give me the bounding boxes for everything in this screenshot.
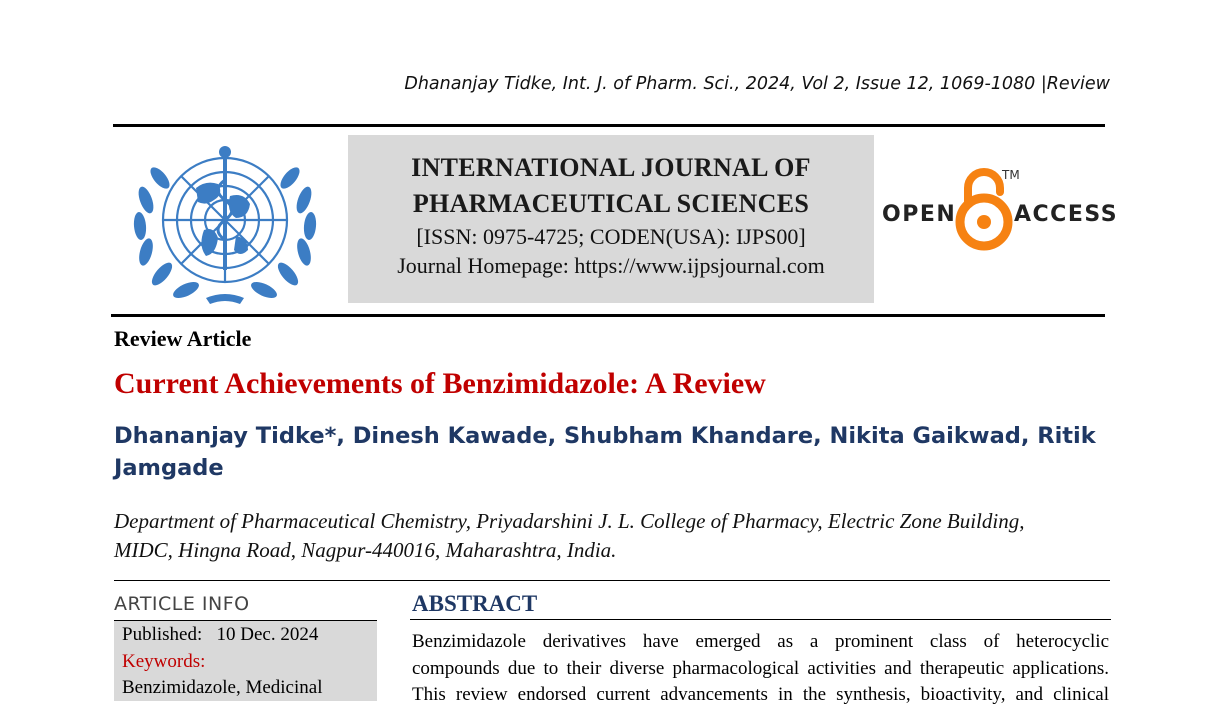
banner-rule [111, 314, 1105, 317]
journal-homepage[interactable]: Journal Homepage: https://www.ijpsjournal.com [397, 253, 825, 278]
paper-title: Current Achievements of Benzimidazole: A Review [114, 367, 766, 400]
abstract-heading: ABSTRACT [412, 591, 538, 616]
abstract-line-2: compounds due to their diverse pharmacological activities and therapeutic applications. [412, 657, 1109, 679]
affiliation-line-2: MIDC, Hingna Road, Nagpur-440016, Maharashtra, India. [114, 538, 617, 562]
abstract-rule [410, 619, 1111, 620]
journal-issn: [ISSN: 0975-4725; CODEN(USA): IJPS00] [416, 224, 806, 249]
affiliation [114, 507, 1114, 565]
citation-header: Dhananjay Tidke, Int. J. of Pharm. Sci., 2024, Vol 2, Issue 12, 1069-1080 |Review [404, 74, 1110, 94]
article-info-box [114, 621, 377, 701]
abstract-text [412, 629, 1109, 709]
article-type: Review Article [114, 326, 252, 351]
published-date: Published: 10 Dec. 2024 [122, 624, 319, 645]
journal-title-line-1: INTERNATIONAL JOURNAL OF [411, 153, 811, 182]
authors-line-2: Jamgade [114, 455, 224, 481]
abstract-line-1: Benzimidazole derivatives have emerged as a prominent class of heterocyclic [412, 631, 1109, 652]
affiliation-line-1: Department of Pharmaceutical Chemistry, Priyadarshini J. L. College of Pharmacy, Electric Zone Building, [114, 509, 1025, 533]
open-access-logo [880, 166, 1119, 254]
header-rule [113, 124, 1105, 127]
trademark-mark: TM [1002, 168, 1020, 182]
article-info-heading: ARTICLE INFO [114, 593, 250, 615]
open-access-word-access: ACCESS [1014, 202, 1119, 227]
author-list [114, 420, 1104, 484]
keywords-value: Benzimidazole, Medicinal [122, 677, 323, 698]
authors-line-1: Dhananjay Tidke*, Dinesh Kawade, Shubham Khandare, Nikita Gaikwad, Ritik [114, 423, 1096, 449]
open-access-word-open: OPEN [882, 202, 957, 227]
journal-title-line-2: PHARMACEUTICAL SCIENCES [412, 189, 810, 218]
journal-title [348, 150, 874, 222]
abstract-line-3: This review endorsed current advancements in the synthesis, bioactivity, and clinical [412, 684, 1109, 705]
keywords-label: Keywords: [122, 651, 206, 672]
section-divider [114, 580, 1110, 581]
un-emblem-icon [126, 140, 324, 306]
journal-banner [348, 135, 874, 303]
